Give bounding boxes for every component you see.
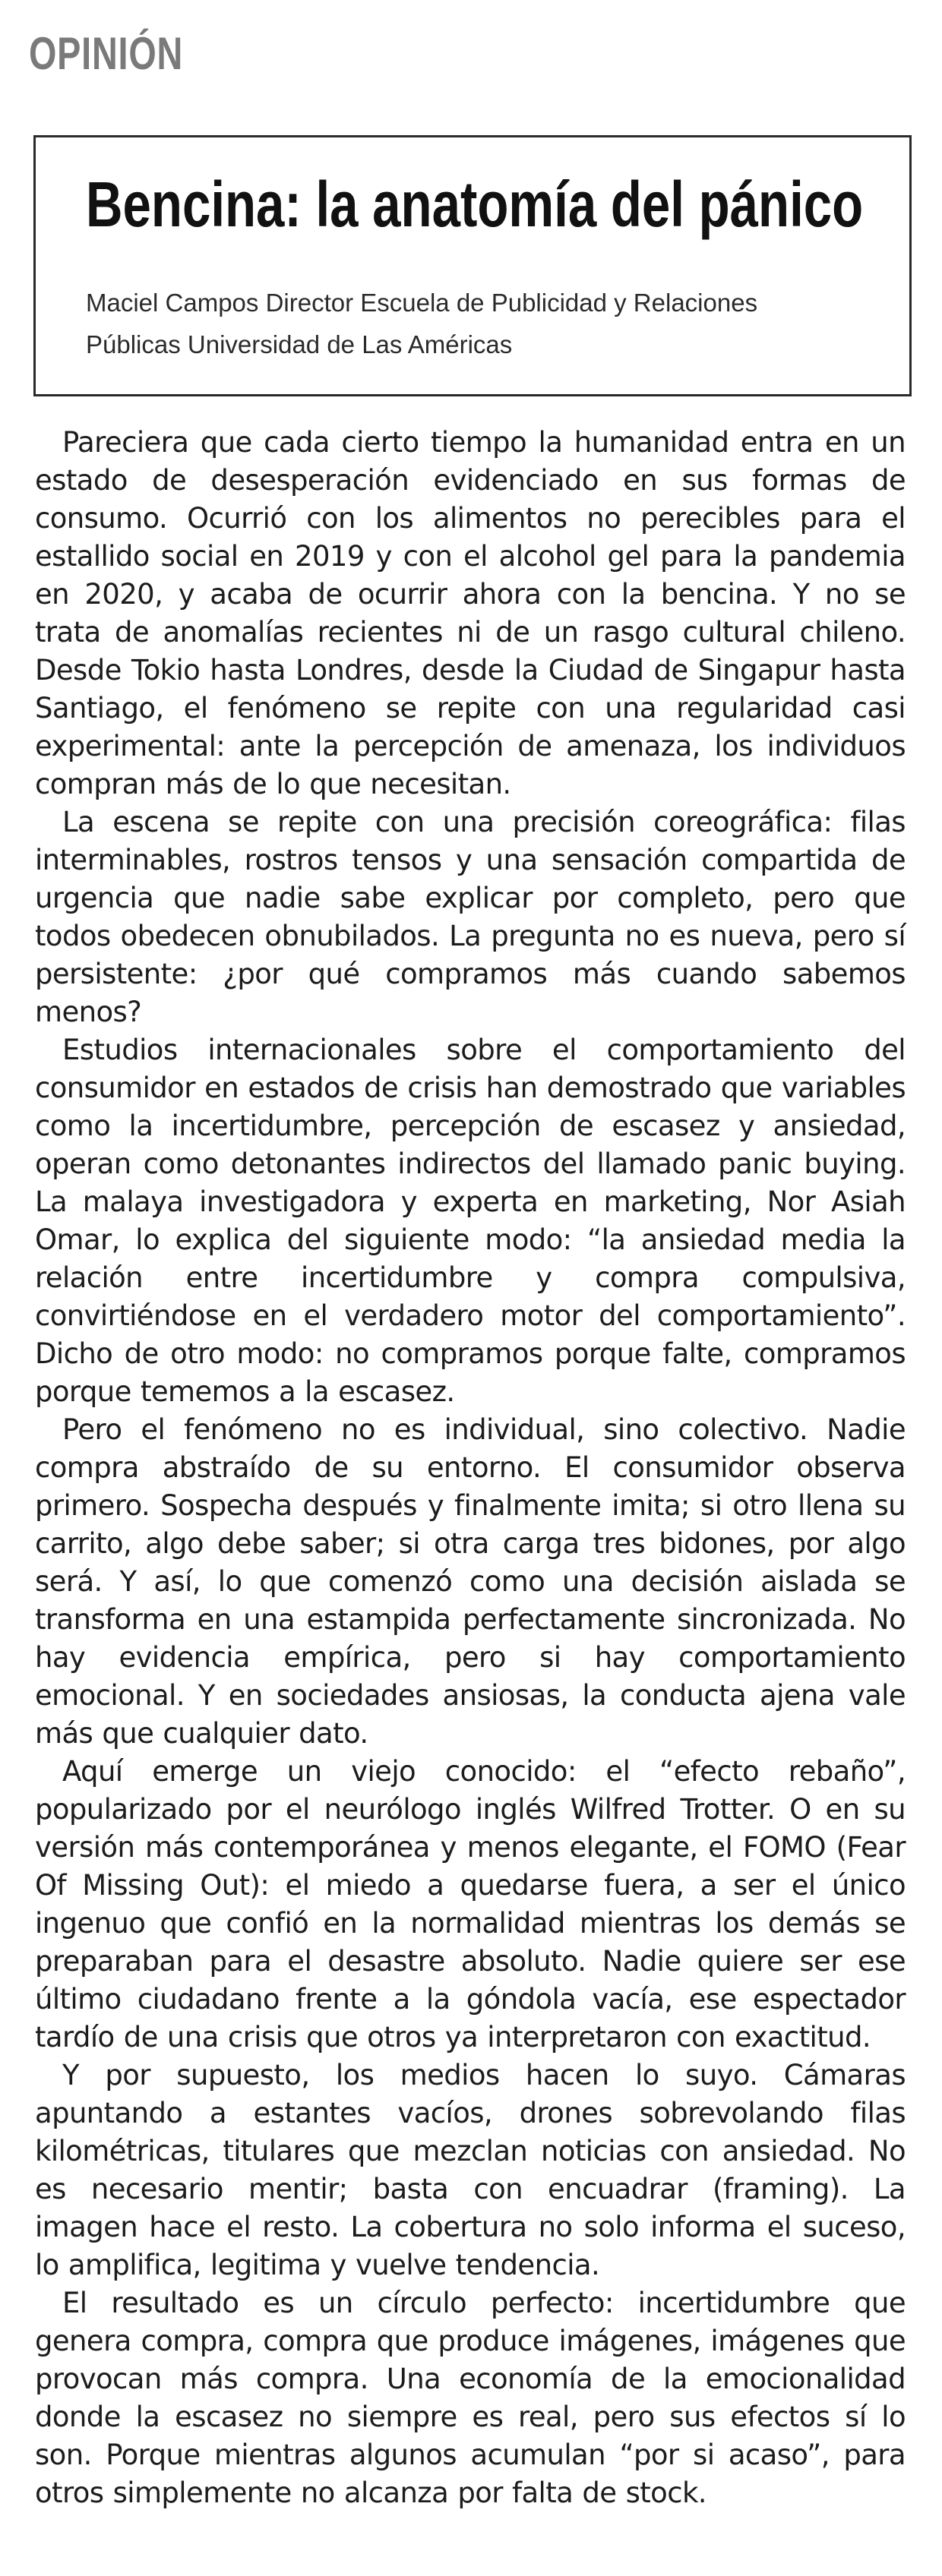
article-paragraph: Pero el fenómeno no es individual, sino colectivo. Nadie compra abstraído de su entorno. El consumidor observa primero. Sospecha después y finalmente imita; si otro llena su carrito, algo debe saber; si otra carga tres bidones, por algo será. Y así, lo que comenzó como una decisión aislada se transforma en una estampida perfectamente sincronizada. No hay evidencia empírica, pero si hay comportamiento emocional. Y en sociedades ansiosas, la conducta ajena vale más que cualquier dato. bbox=[35, 1413, 906, 1750]
article-headline: Bencina: la anatomía del pánico bbox=[86, 169, 864, 240]
article-paragraph: Estudios internacionales sobre el comportamiento del consumidor en estados de crisis han demostrado que variables como la incertidumbre, percepción de escasez y ansiedad, operan como detonantes indirectos del llamado panic buying. La malaya investigadora y experta en marketing, Nor Asiah Omar, lo explica del siguiente modo: “la ansiedad media la relación entre incertidumbre y compra compulsiva, convirtiéndose en el verdadero motor del comportamiento”. Dicho de otro modo: no compramos porque falte, compramos porque tememos a la escasez. bbox=[35, 1034, 906, 1408]
author-byline: Maciel Campos Director Escuela de Publicidad y Relaciones Públicas Universidad de Las Américas bbox=[86, 289, 758, 358]
article-paragraph: Pareciera que cada cierto tiempo la humanidad entra en un estado de desesperación evidenciado en sus formas de consumo. Ocurrió con los alimentos no perecibles para el estallido social en 2019 y con el alcohol gel para la pandemia en 2020, y acaba de ocurrir ahora con la bencina. Y no se trata de anomalías recientes ni de un rasgo cultural chileno. Desde Tokio hasta Londres, desde la Ciudad de Singapur hasta Santiago, el fenómeno se repite con una regularidad casi experimental: ante la percepción de amenaza, los individuos compran más de lo que necesitan. bbox=[35, 426, 906, 800]
article-body bbox=[35, 424, 906, 2512]
article-paragraph: Y por supuesto, los medios hacen lo suyo. Cámaras apuntando a estantes vacíos, drones sobrevolando filas kilométricas, titulares que mezclan noticias con ansiedad. No es necesario mentir; basta con encuadrar (framing). La imagen hace el resto. La cobertura no solo informa el suceso, lo amplifica, legitima y vuelve tendencia. bbox=[35, 2059, 906, 2281]
article-paragraph: La escena se repite con una precisión coreográfica: filas interminables, rostros tensos y una sensación compartida de urgencia que nadie sabe explicar por completo, pero que todos obedecen obnubilados. La pregunta no es nueva, pero sí persistente: ¿por qué compramos más cuando sabemos menos? bbox=[35, 806, 906, 1028]
headline-box bbox=[33, 135, 912, 396]
article-paragraph: El resultado es un círculo perfecto: incertidumbre que genera compra, compra que produce imágenes, imágenes que provocan más compra. Una economía de la emocionalidad donde la escasez no siempre es real, pero sus efectos sí lo son. Porque mientras algunos acumulan “por si acaso”, para otros simplemente no alcanza por falta de stock. bbox=[35, 2287, 906, 2509]
article-paragraph: Aquí emerge un viejo conocido: el “efecto rebaño”, popularizado por el neurólogo inglés Wilfred Trotter. O en su versión más contemporánea y menos elegante, el FOMO (Fear Of Missing Out): el miedo a quedarse fuera, a ser el único ingenuo que confió en la normalidad mientras los demás se preparaban para el desastre absoluto. Nadie quiere ser ese último ciudadano frente a la góndola vacía, ese espectador tardío de una crisis que otros ya interpretaron con exactitud. bbox=[35, 1755, 906, 2054]
section-label: OPINIÓN bbox=[29, 28, 184, 79]
